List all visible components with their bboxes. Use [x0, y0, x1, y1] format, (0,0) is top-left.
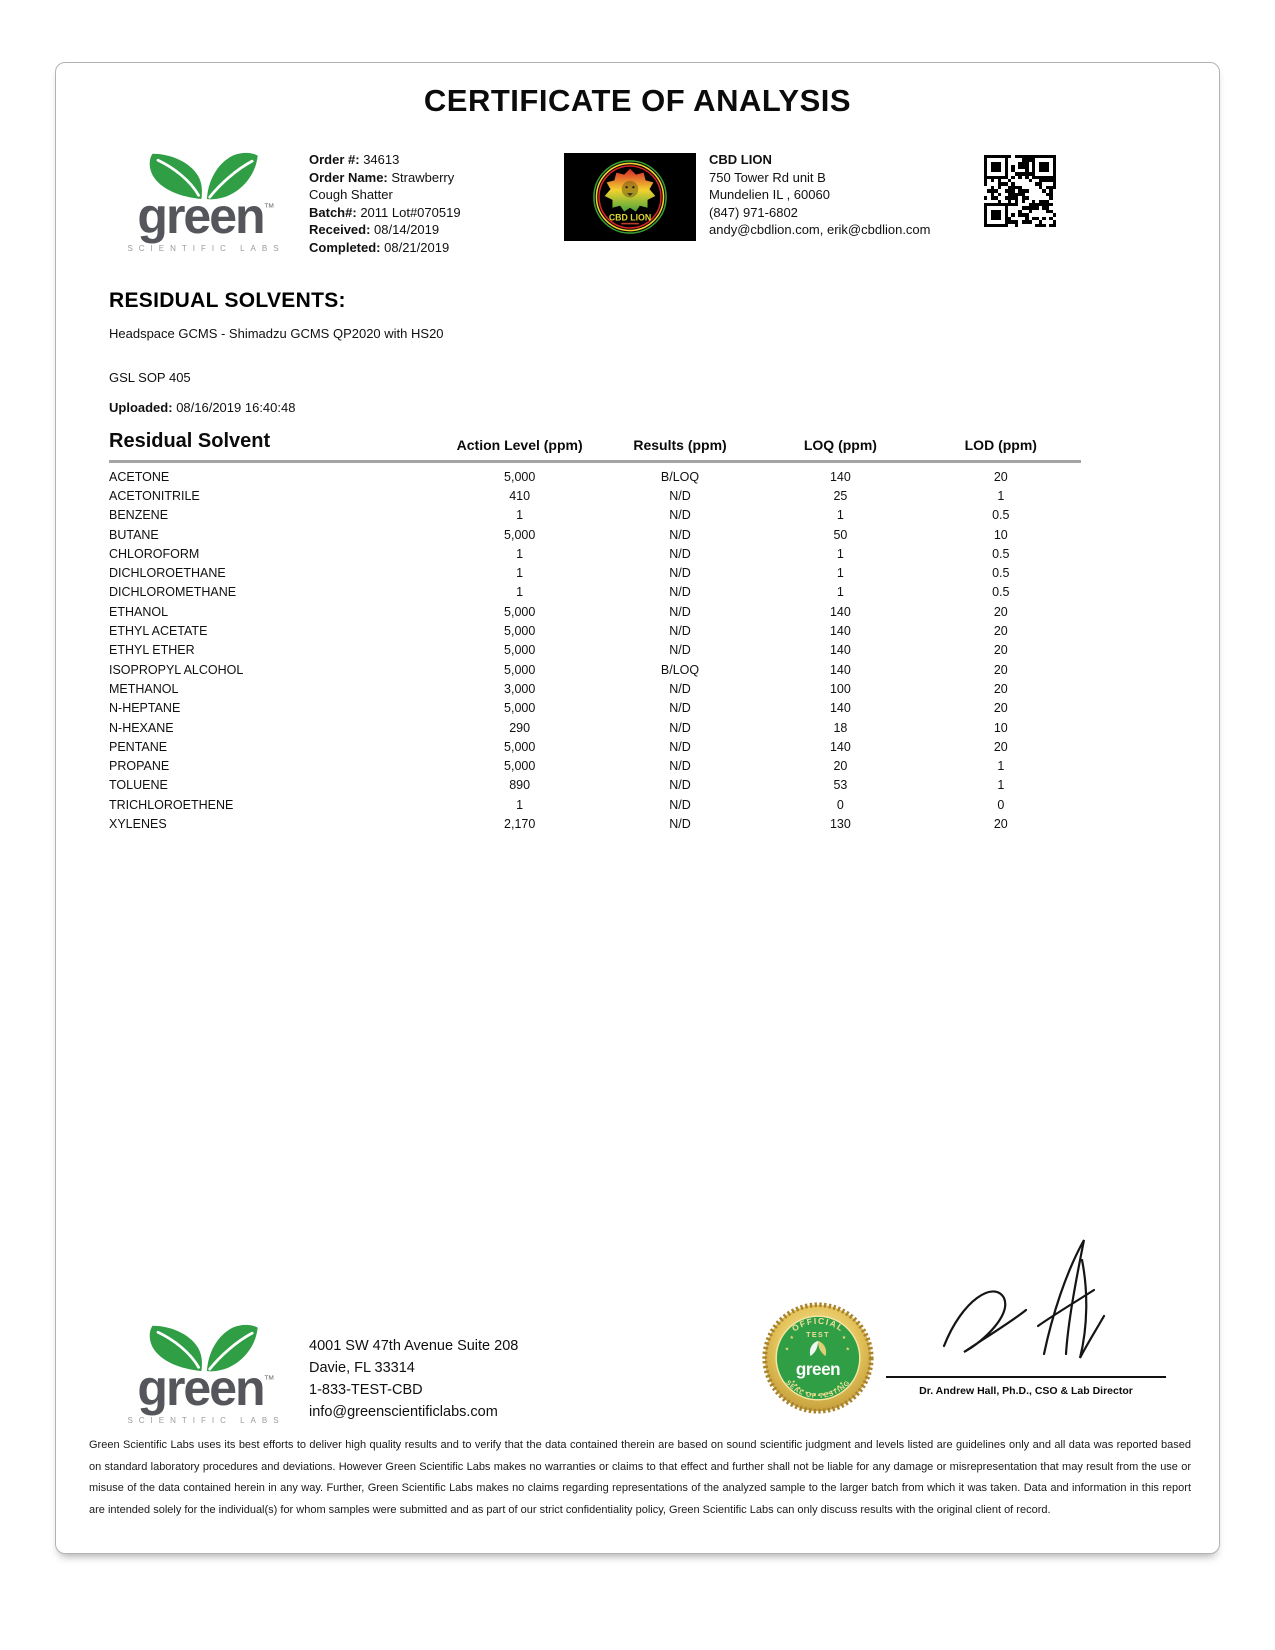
- lion-emblem-icon: [591, 158, 669, 236]
- table-row: [109, 506, 1081, 525]
- seal-center-text: green: [795, 1360, 841, 1380]
- cell-lod: 0.5: [992, 546, 1010, 561]
- cell-result: N/D: [669, 797, 691, 812]
- cell-loq: 50: [833, 527, 848, 542]
- table-row: [109, 660, 1081, 679]
- order-received-value: 08/14/2019: [374, 222, 440, 237]
- client-phone: (847) 971-6802: [709, 204, 798, 220]
- cell-lod: 20: [993, 604, 1008, 619]
- cell-solvent: DICHLOROMETHANE: [109, 585, 237, 600]
- logo-wordmark: [106, 1360, 306, 1416]
- lab-address-1: 4001 SW 47th Avenue Suite 208: [309, 1338, 519, 1354]
- cell-action_level: 1: [516, 585, 524, 600]
- cell-solvent: BUTANE: [109, 527, 159, 542]
- client-name: CBD LION: [709, 152, 772, 167]
- cell-lod: 20: [993, 643, 1008, 658]
- table-row: [109, 602, 1081, 621]
- table-row: [109, 795, 1081, 814]
- column-header-action-level: Action Level (ppm): [439, 430, 599, 462]
- cell-lod: 1: [997, 488, 1005, 503]
- cell-action_level: 410: [509, 488, 531, 503]
- column-header-loq: LOQ (ppm): [760, 430, 920, 462]
- table-row: [109, 756, 1081, 775]
- cell-result: N/D: [669, 604, 691, 619]
- cell-lod: 10: [993, 720, 1008, 735]
- cell-solvent: ACETONE: [109, 469, 170, 484]
- seal-top-text: OFFICIAL: [789, 1315, 847, 1334]
- order-name-label: Order Name:: [309, 169, 388, 185]
- table-row: [109, 525, 1081, 544]
- cell-loq: 1: [836, 546, 844, 561]
- cell-action_level: 890: [509, 778, 531, 793]
- column-header-solvent: Residual Solvent: [109, 430, 439, 462]
- client-address-2: Mundelien IL , 60060: [709, 187, 830, 202]
- residual-solvents-table: [109, 430, 1081, 834]
- order-name: [309, 169, 491, 204]
- cell-action_level: 1: [516, 508, 524, 523]
- order-info: [309, 151, 491, 256]
- table-row: [109, 621, 1081, 640]
- cell-loq: 140: [829, 469, 851, 484]
- cell-lod: 0.5: [992, 585, 1010, 600]
- table-row: [109, 814, 1081, 833]
- cell-action_level: 5,000: [504, 701, 536, 716]
- order-received: [309, 221, 491, 239]
- cell-action_level: 5,000: [504, 759, 536, 774]
- cell-result: N/D: [669, 488, 691, 503]
- cell-action_level: 5,000: [504, 527, 536, 542]
- trademark-symbol: ™: [263, 202, 275, 214]
- cell-solvent: TOLUENE: [109, 778, 168, 793]
- cell-lod: 20: [993, 701, 1008, 716]
- order-number: [309, 151, 491, 169]
- cell-solvent: PROPANE: [109, 759, 170, 774]
- table-row: [109, 776, 1081, 795]
- svg-text:★: ★: [845, 1346, 851, 1353]
- certificate-card: [55, 62, 1220, 1554]
- cell-solvent: XYLENES: [109, 816, 167, 831]
- cell-action_level: 290: [509, 720, 531, 735]
- cell-loq: 1: [836, 585, 844, 600]
- table-header-row: [109, 430, 1081, 462]
- cell-action_level: 5,000: [504, 469, 536, 484]
- cell-result: N/D: [669, 585, 691, 600]
- table-row: [109, 583, 1081, 602]
- svg-text:★: ★: [784, 1346, 790, 1353]
- cell-solvent: DICHLOROETHANE: [109, 566, 226, 581]
- order-number-value: 34613: [363, 152, 400, 167]
- cell-loq: 140: [829, 739, 851, 754]
- cell-loq: 20: [833, 759, 848, 774]
- cell-result: N/D: [669, 546, 691, 561]
- cell-loq: 140: [829, 662, 851, 677]
- cell-result: N/D: [669, 701, 691, 716]
- cell-solvent: N-HEPTANE: [109, 701, 181, 716]
- svg-text:★: ★: [841, 1336, 847, 1341]
- page-title: CERTIFICATE OF ANALYSIS: [423, 83, 852, 118]
- order-received-label: Received:: [309, 222, 371, 237]
- cell-action_level: 5,000: [504, 624, 536, 639]
- table-row: [109, 462, 1081, 487]
- section-heading: RESIDUAL SOLVENTS:: [109, 289, 346, 312]
- cell-loq: 18: [833, 720, 848, 735]
- logo-wordmark-text: green: [137, 188, 264, 244]
- cell-result: N/D: [669, 720, 691, 735]
- cell-lod: 0.5: [992, 508, 1010, 523]
- cell-loq: 140: [829, 701, 851, 716]
- cell-result: N/D: [669, 527, 691, 542]
- cell-loq: 140: [829, 643, 851, 658]
- lab-address-2: Davie, FL 33314: [309, 1360, 415, 1376]
- cell-solvent: METHANOL: [109, 681, 179, 696]
- cell-loq: 25: [833, 488, 848, 503]
- logo-wordmark-text: green: [137, 1360, 264, 1416]
- cell-action_level: 5,000: [504, 739, 536, 754]
- cbd-lion-logo: [564, 153, 696, 241]
- order-completed: [309, 239, 491, 257]
- cell-result: N/D: [669, 778, 691, 793]
- cell-loq: 0: [836, 797, 844, 812]
- cell-solvent: TRICHLOROETHENE: [109, 797, 234, 812]
- cell-solvent: ACETONITRILE: [109, 488, 200, 503]
- cell-loq: 140: [829, 604, 851, 619]
- cell-result: N/D: [669, 566, 691, 581]
- cell-solvent: ETHYL ACETATE: [109, 624, 208, 639]
- lab-phone: 1-833-TEST-CBD: [309, 1382, 423, 1398]
- table-row: [109, 699, 1081, 718]
- cell-action_level: 5,000: [504, 604, 536, 619]
- solvent-table-body: [109, 462, 1081, 834]
- cell-result: N/D: [669, 624, 691, 639]
- table-row: [109, 718, 1081, 737]
- cell-solvent: PENTANE: [109, 739, 168, 754]
- cell-result: N/D: [669, 816, 691, 831]
- uploaded-timestamp: [109, 400, 295, 415]
- logo-wordmark: [106, 188, 306, 244]
- table-row: [109, 563, 1081, 582]
- seal-bottom-text: SEAL OF TESTING: [784, 1379, 852, 1400]
- cell-solvent: ETHANOL: [109, 604, 169, 619]
- seal-test-text: TEST: [806, 1331, 830, 1340]
- cell-lod: 1: [997, 778, 1005, 793]
- cell-lod: 20: [993, 624, 1008, 639]
- client-address-1: 750 Tower Rd unit B: [709, 169, 826, 185]
- table-row: [109, 641, 1081, 660]
- cell-lod: 20: [993, 816, 1008, 831]
- cell-action_level: 3,000: [504, 681, 536, 696]
- uploaded-value: 08/16/2019 16:40:48: [176, 400, 296, 415]
- uploaded-label: Uploaded:: [109, 400, 173, 415]
- signature-line: [886, 1376, 1166, 1378]
- client-emails: andy@cbdlion.com, erik@cbdlion.com: [709, 222, 931, 237]
- cell-result: B/LOQ: [660, 469, 700, 484]
- cell-loq: 1: [836, 566, 844, 581]
- cell-result: N/D: [669, 759, 691, 774]
- cell-loq: 53: [833, 778, 848, 793]
- signature-image: [916, 1228, 1126, 1383]
- cell-action_level: 2,170: [504, 816, 536, 831]
- lab-address: [309, 1335, 518, 1423]
- qr-code-icon: [984, 155, 1056, 227]
- green-scientific-labs-logo-footer: [106, 1321, 306, 1425]
- sop-text: GSL SOP 405: [109, 370, 191, 385]
- table-row: [109, 737, 1081, 756]
- cell-action_level: 5,000: [504, 643, 536, 658]
- column-header-results: Results (ppm): [600, 430, 760, 462]
- cell-lod: 0.5: [992, 566, 1010, 581]
- cell-lod: 0: [997, 797, 1005, 812]
- cell-solvent: ISOPROPYL ALCOHOL: [109, 662, 244, 677]
- disclaimer-text: Green Scientific Labs uses its best efforts to deliver high quality results and to verify that the data contained therein are based on sound scientific judgment and levels listed are guidelines only and all data was reported based on standard laboratory procedures and deviations. However Green Scientific Labs makes no warranties or claims to that effect and further shall not be liable for any damage or misrepresentation that may result from the use or misuse of the data contained herein in any way. Further, Green Scientific Labs makes no claims regarding representations of the analyzed sample to the larger batch from which it was taken. Data and information in this report are intended solely for the individual(s) for whom samples were submitted and as part of our strict confidentiality policy, Green Scientific Labs can only discuss results with the original client of record.: [89, 1439, 1191, 1516]
- cell-solvent: CHLOROFORM: [109, 546, 200, 561]
- cbd-lion-logo-text: CBD LION: [608, 212, 652, 223]
- order-name-value: Strawberry Cough Shatter: [309, 169, 455, 202]
- cell-loq: 140: [829, 624, 851, 639]
- cell-solvent: N-HEXANE: [109, 720, 174, 735]
- order-completed-label: Completed:: [309, 239, 381, 255]
- svg-text:★: ★: [789, 1336, 794, 1341]
- order-batch: [309, 204, 491, 222]
- cell-loq: 1: [836, 508, 844, 523]
- cell-result: N/D: [669, 643, 691, 658]
- cell-loq: 100: [829, 681, 851, 696]
- cell-lod: 20: [993, 739, 1008, 754]
- cell-lod: 1: [997, 759, 1005, 774]
- cell-lod: 10: [993, 527, 1008, 542]
- cell-result: B/LOQ: [660, 662, 700, 677]
- cell-action_level: 1: [516, 797, 524, 812]
- column-header-lod: LOD (ppm): [921, 430, 1081, 462]
- table-row: [109, 544, 1081, 563]
- cell-solvent: ETHYL ETHER: [109, 643, 195, 658]
- cell-lod: 20: [993, 662, 1008, 677]
- logo-subtitle: SCIENTIFIC LABS: [127, 1416, 285, 1425]
- green-scientific-labs-logo: [106, 149, 306, 253]
- logo-subtitle: SCIENTIFIC LABS: [127, 244, 285, 253]
- cell-action_level: 1: [516, 566, 524, 581]
- cell-result: N/D: [669, 508, 691, 523]
- order-completed-value: 08/21/2019: [384, 239, 450, 255]
- cell-action_level: 5,000: [504, 662, 536, 677]
- official-seal-icon: [761, 1301, 875, 1415]
- lab-email: info@greenscientificlabs.com: [309, 1404, 498, 1420]
- cell-result: N/D: [669, 681, 691, 696]
- method-text: Headspace GCMS - Shimadzu GCMS QP2020 with HS20: [109, 326, 444, 341]
- cell-lod: 20: [993, 469, 1008, 484]
- order-batch-label: Batch#:: [309, 204, 357, 220]
- cell-lod: 20: [993, 681, 1008, 696]
- cell-solvent: BENZENE: [109, 508, 169, 523]
- order-number-label: Order #:: [309, 152, 360, 167]
- cell-loq: 130: [829, 816, 851, 831]
- table-row: [109, 486, 1081, 505]
- client-info: [709, 151, 981, 239]
- signatory-name: Dr. Andrew Hall, Ph.D., CSO & Lab Director: [919, 1385, 1133, 1397]
- cell-result: N/D: [669, 739, 691, 754]
- trademark-symbol: ™: [263, 1374, 275, 1386]
- order-batch-value: 2011 Lot#070519: [360, 204, 461, 220]
- table-row: [109, 679, 1081, 698]
- cell-action_level: 1: [516, 546, 524, 561]
